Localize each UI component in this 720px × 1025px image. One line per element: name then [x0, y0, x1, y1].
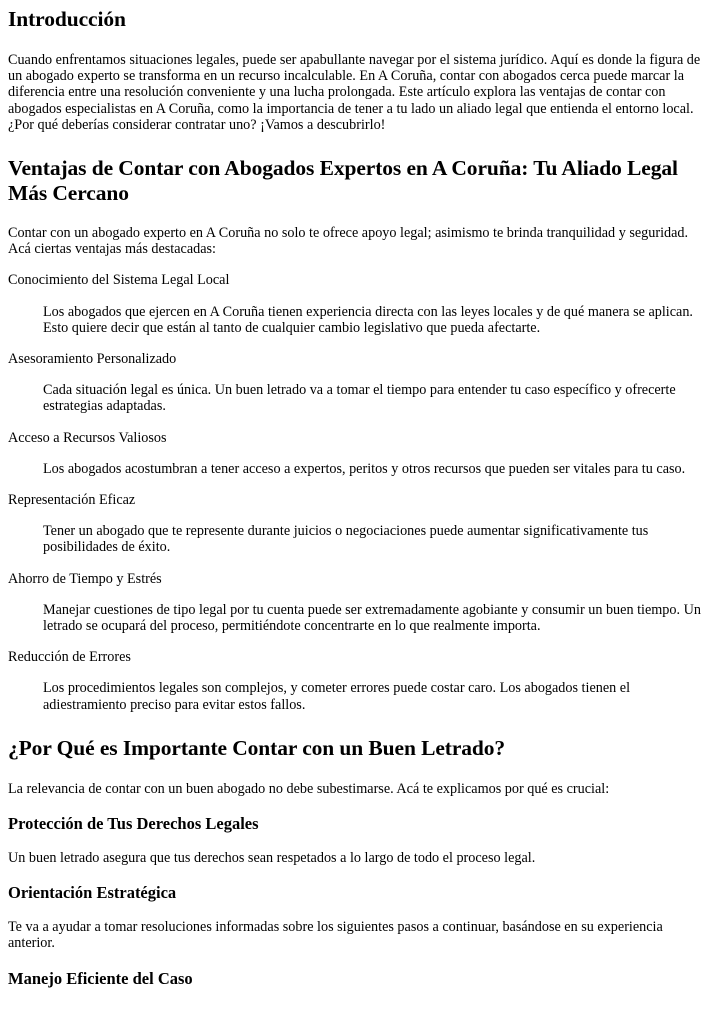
advantages-list: [8, 272, 712, 712]
importance-paragraph: La relevancia de contar con un buen abogado no debe subestimarse. Acá te explicamos por qué es crucial:: [8, 780, 610, 797]
advantage-term: Ahorro de Tiempo y Estrés: [8, 570, 162, 587]
advantage-description: Tener un abogado que te represente durante juicios o negociaciones puede aumentar significativamente tus posibilidades de éxito.: [43, 523, 649, 556]
intro-paragraph: Cuando enfrentamos situaciones legales, puede ser apabullante navegar por el sistema jurídico. Aquí es donde la figura de un abogado experto se transforma en un recurso incalculable. En A Coruña, contar con abogados cerca puede marcar la diferencia entre una resolución conveniente y una lucha prolongada. Este artículo explora las ventajas de contar con abogados especialistas en A Coruña, como la importancia de tener a tu lado un aliado legal que entienda el entorno local. ¿Por qué deberías considerar contratar uno? ¡Vamos a descubrirlo!: [8, 52, 701, 133]
subsection-paragraph: Te va a ayudar a tomar resoluciones informadas sobre los siguientes pasos a continuar, basándose en su experiencia anterior.: [8, 919, 663, 952]
advantage-description: Los abogados acostumbran a tener acceso a expertos, peritos y otros recursos que pueden ser vitales para tu caso.: [43, 460, 686, 477]
advantage-description: Los procedimientos legales son complejos, y cometer errores puede costar caro. Los abogados tienen el adiestramiento preciso para evitar estos fallos.: [43, 680, 631, 713]
advantage-term: Acceso a Recursos Valiosos: [8, 429, 167, 446]
advantages-paragraph: Contar con un abogado experto en A Coruña no solo te ofrece apoyo legal; asimismo te brinda tranquilidad y seguridad. Acá ciertas ventajas más destacadas:: [8, 225, 689, 258]
importance-heading: ¿Por Qué es Importante Contar con un Buen Letrado?: [8, 735, 506, 760]
advantage-description: Los abogados que ejercen en A Coruña tienen experiencia directa con las leyes locales y de qué manera se aplican. Esto quiere decir que están al tanto de cualquier cambio legislativo que pueda afectarte.: [43, 303, 693, 336]
advantage-term: Asesoramiento Personalizado: [8, 351, 177, 368]
advantage-description: Manejar cuestiones de tipo legal por tu cuenta puede ser extremadamente agobiante y consumir un buen tiempo. Un letrado se ocupará del proceso, permitiéndote concentrarte en lo que realmente importa.: [43, 601, 701, 635]
subsection-heading: Manejo Eficiente del Caso: [8, 968, 193, 988]
subsection-heading: Orientación Estratégica: [8, 883, 177, 903]
advantages-heading: Ventajas de Contar con Abogados Expertos en A Coruña: Tu Aliado Legal Más Cercano: [8, 156, 678, 206]
advantage-term: Conocimiento del Sistema Legal Local: [8, 272, 230, 289]
advantage-term: Representación Eficaz: [8, 492, 136, 509]
article: [0, 7, 712, 989]
advantage-term: Reducción de Errores: [8, 649, 131, 666]
advantage-description: Cada situación legal es única. Un buen letrado va a tomar el tiempo para entender tu caso específico y ofrecerte estrategias adaptadas.: [43, 382, 676, 415]
subsection-paragraph: Un buen letrado asegura que tus derechos sean respetados a lo largo de todo el proceso legal.: [8, 850, 536, 867]
intro-heading: Introducción: [8, 7, 126, 31]
subsection-heading: Protección de Tus Derechos Legales: [8, 814, 259, 834]
